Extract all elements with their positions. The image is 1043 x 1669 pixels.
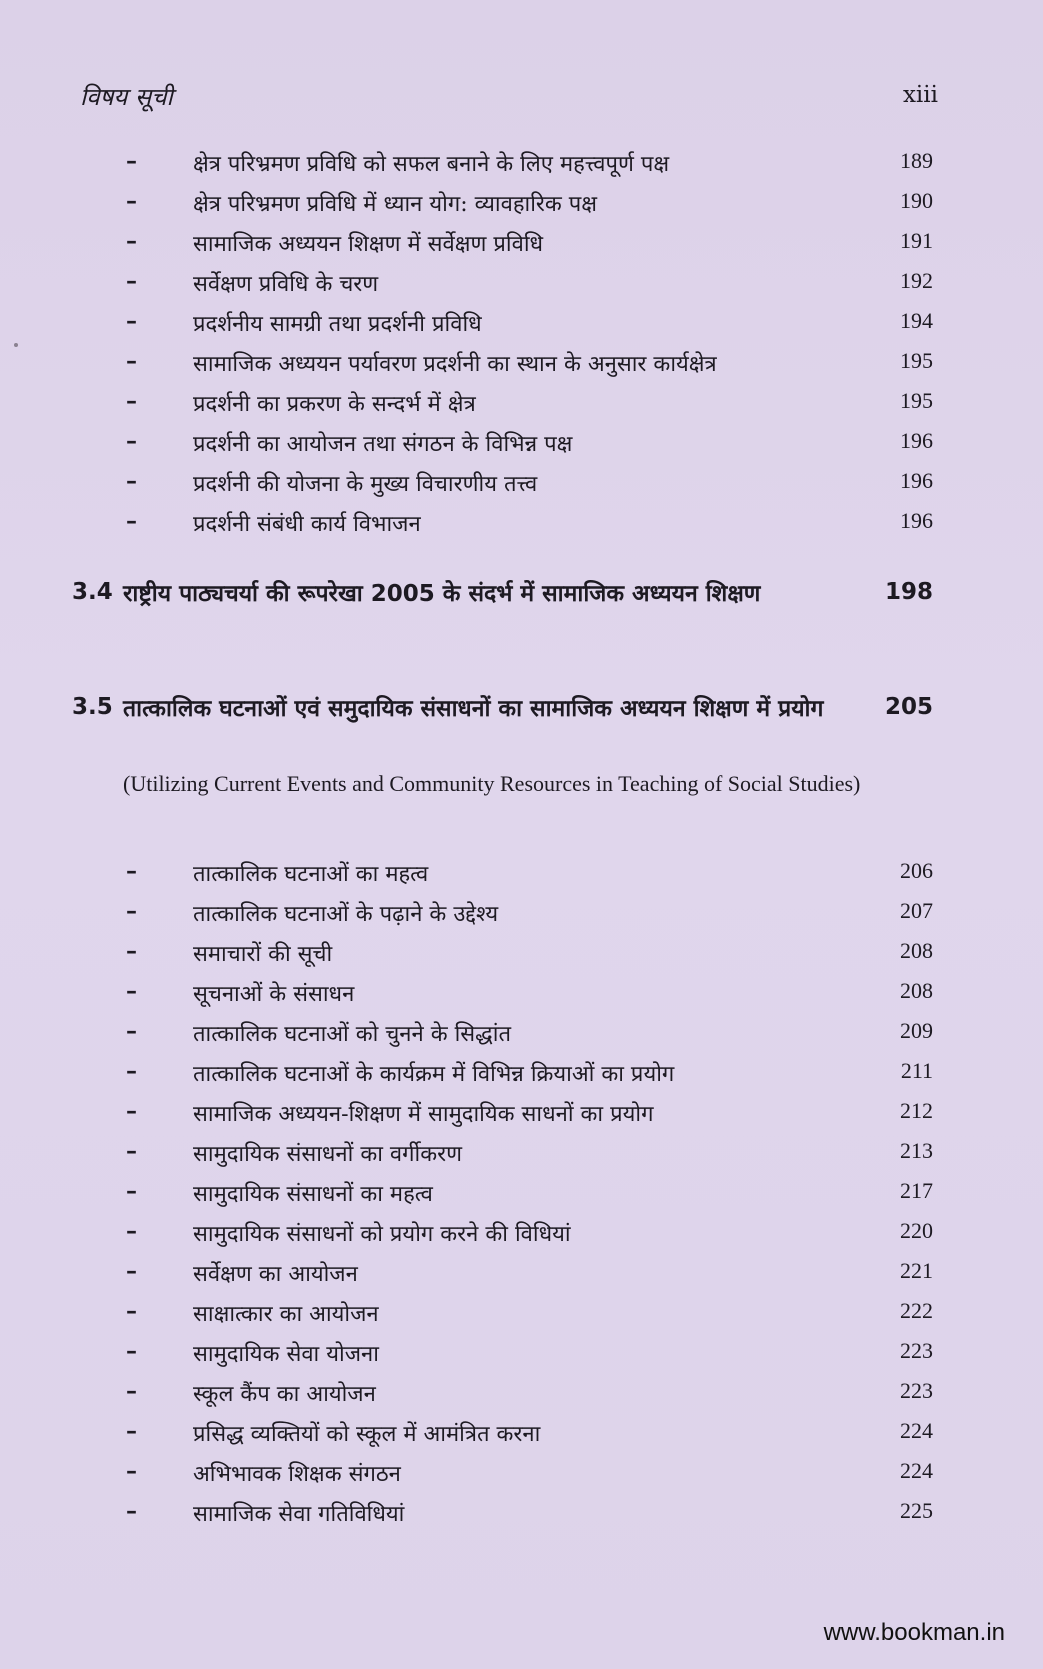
entry-page: 206 — [900, 858, 933, 883]
section-page: 205 — [884, 694, 933, 720]
entry-title: प्रदर्शनी संबंधी कार्य विभाजन — [193, 512, 421, 537]
entry-page: 212 — [900, 1098, 933, 1123]
entry-dash: – — [126, 348, 137, 374]
toc-entry — [0, 1298, 1043, 1334]
entry-dash: – — [126, 228, 137, 254]
entry-dash: – — [126, 508, 137, 534]
toc-entry — [0, 978, 1043, 1014]
toc-entry — [0, 308, 1043, 344]
toc-entry — [0, 348, 1043, 384]
entry-dash: – — [126, 1498, 137, 1524]
entry-page: 217 — [900, 1178, 933, 1203]
entry-dash: – — [126, 1338, 137, 1364]
entry-title: सामुदायिक संसाधनों को प्रयोग करने की विधियां — [193, 1222, 571, 1247]
watermark: www.bookman.in — [823, 1619, 1005, 1646]
toc-entry — [0, 228, 1043, 264]
entry-dash: – — [126, 898, 137, 924]
page-number: xiii — [902, 82, 938, 108]
entry-title: तात्कालिक घटनाओं का महत्व — [193, 862, 429, 887]
toc-entry — [0, 1058, 1043, 1094]
toc-entry — [0, 1338, 1043, 1374]
entry-title: प्रदर्शनी का प्रकरण के सन्दर्भ में क्षेत्र — [193, 392, 476, 417]
entry-dash: – — [126, 858, 137, 884]
entry-title: तात्कालिक घटनाओं के पढ़ाने के उद्देश्य — [193, 902, 499, 927]
section-number: 3.5 — [72, 694, 113, 720]
toc-entry — [0, 388, 1043, 424]
entry-page: 207 — [900, 898, 933, 923]
toc-entry — [0, 1178, 1043, 1214]
entry-title: प्रदर्शनी का आयोजन तथा संगठन के विभिन्न पक्ष — [193, 432, 573, 457]
entry-title: सामाजिक सेवा गतिविधियां — [193, 1502, 405, 1527]
entry-title: सामुदायिक संसाधनों का महत्व — [193, 1182, 433, 1207]
entry-page: 223 — [900, 1338, 933, 1363]
entry-dash: – — [126, 1298, 137, 1324]
entry-dash: – — [126, 268, 137, 294]
toc-entry — [0, 1258, 1043, 1294]
entry-title: क्षेत्र परिभ्रमण प्रविधि को सफल बनाने के लिए महत्त्वपूर्ण पक्ष — [193, 152, 670, 177]
entry-title: सर्वेक्षण का आयोजन — [193, 1262, 358, 1287]
entry-title: स्कूल कैंप का आयोजन — [193, 1382, 376, 1407]
entry-title: क्षेत्र परिभ्रमण प्रविधि में ध्यान योग: व्यावहारिक पक्ष — [193, 192, 598, 217]
entry-page: 196 — [900, 428, 933, 453]
entry-dash: – — [126, 308, 137, 334]
toc-entry — [0, 1378, 1043, 1414]
toc-entry — [0, 268, 1043, 304]
entry-page: 225 — [900, 1498, 933, 1523]
entry-title: सामुदायिक संसाधनों का वर्गीकरण — [193, 1142, 463, 1167]
toc-entry — [0, 1098, 1043, 1134]
entry-dash: – — [126, 1058, 137, 1084]
toc-entry — [0, 1458, 1043, 1494]
header-title: विषय सूची — [80, 83, 173, 111]
entry-title: साक्षात्कार का आयोजन — [193, 1302, 379, 1327]
entry-page: 224 — [900, 1458, 933, 1483]
entry-page: 223 — [900, 1378, 933, 1403]
entry-dash: – — [126, 388, 137, 414]
entry-page: 191 — [900, 228, 933, 253]
entry-page: 196 — [900, 468, 933, 493]
entry-page: 194 — [900, 308, 933, 333]
section-title: राष्ट्रीय पाठ्यचर्या की रूपरेखा 2005 के संदर्भ में सामाजिक अध्ययन शिक्षण — [123, 581, 761, 607]
entry-dash: – — [126, 188, 137, 214]
section-number: 3.4 — [72, 579, 113, 605]
entry-page: 190 — [900, 188, 933, 213]
entry-page: 195 — [900, 388, 933, 413]
entry-title: सामुदायिक सेवा योजना — [193, 1342, 379, 1367]
toc-entry — [0, 1018, 1043, 1054]
toc-entry — [0, 1498, 1043, 1534]
section-subtitle: (Utilizing Current Events and Community Resources in Teaching of Social Studies) — [123, 771, 861, 796]
entry-page: 195 — [900, 348, 933, 373]
entry-dash: – — [126, 1178, 137, 1204]
entry-title: प्रदर्शनीय सामग्री तथा प्रदर्शनी प्रविधि — [193, 312, 482, 337]
toc-entry — [0, 148, 1043, 184]
entry-dash: – — [126, 1378, 137, 1404]
entry-title: सामाजिक अध्ययन शिक्षण में सर्वेक्षण प्रविधि — [193, 232, 544, 257]
entry-page: 211 — [900, 1058, 933, 1083]
entry-dash: – — [126, 1258, 137, 1284]
entry-page: 196 — [900, 508, 933, 533]
toc-entry — [0, 1218, 1043, 1254]
entry-page: 192 — [900, 268, 933, 293]
toc-entry — [0, 468, 1043, 504]
section-page: 198 — [884, 579, 933, 605]
section-title: तात्कालिक घटनाओं एवं समुदायिक संसाधनों का सामाजिक अध्ययन शिक्षण में प्रयोग — [123, 696, 824, 722]
entry-title: तात्कालिक घटनाओं को चुनने के सिद्धांत — [193, 1022, 511, 1047]
entry-dash: – — [126, 1098, 137, 1124]
entry-dash: – — [126, 1458, 137, 1484]
entry-dash: – — [126, 1418, 137, 1444]
entry-dash: – — [126, 938, 137, 964]
toc-entry — [0, 858, 1043, 894]
entry-page: 224 — [900, 1418, 933, 1443]
entry-title: प्रदर्शनी की योजना के मुख्य विचारणीय तत्त्व — [193, 472, 538, 497]
entry-page: 208 — [900, 938, 933, 963]
toc-entry — [0, 898, 1043, 934]
toc-entry — [0, 1418, 1043, 1454]
toc-entry — [0, 188, 1043, 224]
entry-title: तात्कालिक घटनाओं के कार्यक्रम में विभिन्न क्रियाओं का प्रयोग — [193, 1062, 675, 1087]
entry-page: 220 — [900, 1218, 933, 1243]
entry-dash: – — [126, 428, 137, 454]
toc-entry — [0, 508, 1043, 544]
entry-dash: – — [126, 148, 137, 174]
entry-page: 209 — [900, 1018, 933, 1043]
entry-title: सूचनाओं के संसाधन — [193, 982, 355, 1007]
entry-page: 213 — [900, 1138, 933, 1163]
entry-page: 221 — [900, 1258, 933, 1283]
running-header — [80, 80, 938, 116]
entry-title: सामाजिक अध्ययन-शिक्षण में सामुदायिक साधनों का प्रयोग — [193, 1102, 654, 1127]
entry-title: सर्वेक्षण प्रविधि के चरण — [193, 272, 379, 297]
entry-dash: – — [126, 978, 137, 1004]
entry-dash: – — [126, 1218, 137, 1244]
entry-title: प्रसिद्ध व्यक्तियों को स्कूल में आमंत्रित करना — [193, 1422, 541, 1447]
entry-title: सामाजिक अध्ययन पर्यावरण प्रदर्शनी का स्थान के अनुसार कार्यक्षेत्र — [193, 352, 717, 377]
entry-page: 222 — [900, 1298, 933, 1323]
toc-entry — [0, 1138, 1043, 1174]
entry-dash: – — [126, 1138, 137, 1164]
entry-page: 189 — [900, 148, 933, 173]
toc-entry — [0, 938, 1043, 974]
entry-dash: – — [126, 1018, 137, 1044]
toc-entry — [0, 428, 1043, 464]
entry-title: समाचारों की सूची — [193, 942, 333, 967]
entry-dash: – — [126, 468, 137, 494]
entry-page: 208 — [900, 978, 933, 1003]
entry-title: अभिभावक शिक्षक संगठन — [193, 1462, 401, 1487]
